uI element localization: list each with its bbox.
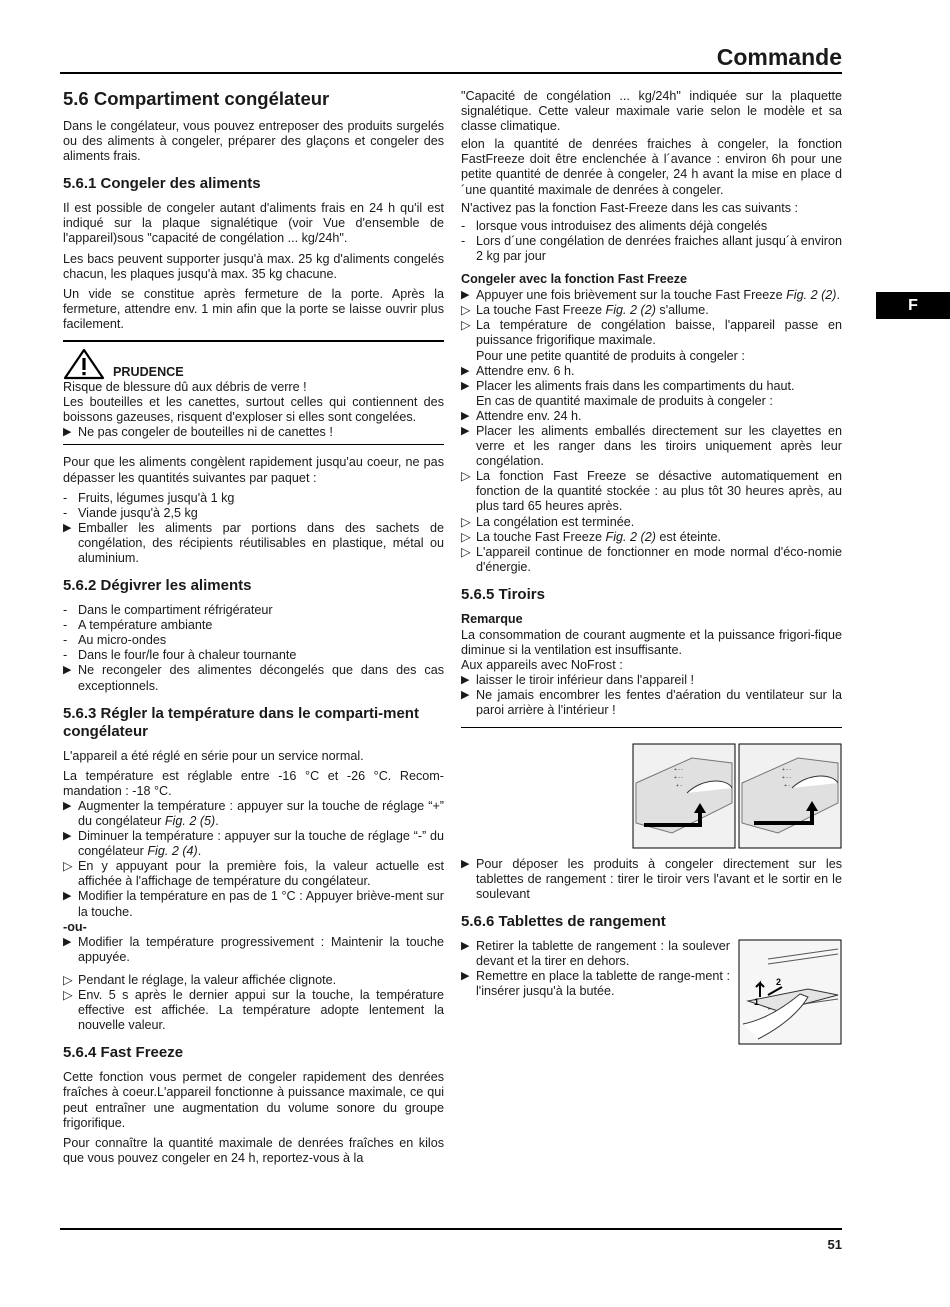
action-arrow-icon: ▶ xyxy=(63,664,72,677)
shelf-block xyxy=(461,939,842,1045)
page-header-title: Commande xyxy=(716,44,842,70)
svg-text:+ - -: + - - xyxy=(674,774,684,781)
caution-text: Risque de blessure dû aux débris de verre ! xyxy=(63,380,307,395)
result-triangle-icon: ▷ xyxy=(461,529,471,544)
list-item: ▶ Appuyer une fois brièvement sur la touche Fast Freeze Fig. 2 (2). xyxy=(461,288,840,303)
svg-text:+ -: + - xyxy=(676,782,682,789)
list-item: ▷ La fonction Fast Freeze se désactive automatiquement en fonction de la quantité stockée : au plus tôt 30 heures après, au plus tard 65 heures après. xyxy=(461,469,842,514)
list-item: - Viande jusqu'à 2,5 kg xyxy=(63,505,198,520)
action-arrow-icon: ▶ xyxy=(461,689,470,702)
figure-label: 2 xyxy=(776,976,782,987)
dash-bullet-icon: - xyxy=(461,218,466,233)
action-arrow-icon: ▶ xyxy=(461,857,470,870)
result-triangle-icon: ▷ xyxy=(63,972,73,987)
paragraph: Un vide se constitue après fermeture de la porte. Après la fermeture, attendre env. 1 min afin que la porte se laisse ouvrir plus facilement. xyxy=(63,286,444,331)
list-item: ▶ Modifier la température en pas de 1 °C : Appuyer briève-ment sur la touche. xyxy=(63,889,444,919)
action-arrow-icon: ▶ xyxy=(461,939,470,952)
action-arrow-icon: ▶ xyxy=(461,364,470,377)
right-column xyxy=(461,89,842,1045)
list-item: ▶ Diminuer la température : appuyer sur la touche de réglage “-” du congélateur Fig. 2 (4). xyxy=(63,829,444,859)
dash-bullet-icon: - xyxy=(63,603,68,618)
list-item: ▶ Remettre en place la tablette de range-ment : l'insérer jusqu'à la butée. xyxy=(461,969,730,999)
fast-freeze-subheading: Congeler avec la fonction Fast Freeze xyxy=(461,272,688,287)
list-item: ▷ La congélation est terminée. xyxy=(461,514,635,529)
dash-bullet-icon: - xyxy=(63,648,68,663)
list-item: - Lors d´une congélation de denrées fraiches allant jusqu´à environ 2 kg par jour xyxy=(461,233,842,263)
action-arrow-icon: ▶ xyxy=(461,674,470,687)
header-rule xyxy=(60,72,842,74)
paragraph: La température est réglable entre -16 °C et -26 °C. Recom-mandation : -18 °C. xyxy=(63,768,444,798)
svg-text:+ - -: + - - xyxy=(782,766,792,773)
caution-header xyxy=(63,348,444,380)
dash-bullet-icon: - xyxy=(63,633,68,648)
list-item: ▶ Modifier la température progressivement : Maintenir la touche appuyée. xyxy=(63,934,444,964)
paragraph: Les bacs peuvent supporter jusqu'à max. 25 kg d'aliments congelés chacun, les plaques jusqu'à max. 35 kg chacune. xyxy=(63,251,444,281)
list-item: ▷ La touche Fast Freeze Fig. 2 (2) est éteinte. xyxy=(461,529,722,544)
paragraph: La consommation de courant augmente et la puissance frigori-fique diminue si la ventilation est insuffisante. xyxy=(461,628,842,658)
action-arrow-icon: ▶ xyxy=(63,799,72,812)
list-item: ▶ Placer les aliments emballés directement sur les clayettes en verre et les ranger dans les tiroirs uniquement après leur congélation. xyxy=(461,423,842,469)
dash-bullet-icon: - xyxy=(461,233,466,248)
list-item: ▷ Pendant le réglage, la valeur affichée clignote. xyxy=(63,972,337,987)
list-item: ▶ Pour déposer les produits à congeler directement sur les tablettes de rangement : tirer le tiroir vers l'avant et le sortir en le soulevant xyxy=(461,856,842,901)
paragraph: Cette fonction vous permet de congeler rapidement des denrées fraîches à coeur.L'appareil fonctionne à puissance maximale, ce qui peut entraîner une augmentation du volume sonore du groupe frigorifique. xyxy=(63,1070,444,1130)
list-item: ▶ Placer les aliments frais dans les compartiments du haut. xyxy=(461,378,795,393)
list-item: ▶ Augmenter la température : appuyer sur la touche de réglage “+” du congélateur Fig. 2 (5). xyxy=(63,798,444,828)
paragraph: Pour une petite quantité de produits à congeler : xyxy=(476,348,745,363)
section-5-6-6-title: 5.6.6 Tablettes de rangement xyxy=(461,912,666,930)
dash-bullet-icon: - xyxy=(63,490,68,505)
section-5-6-1-title: 5.6.1 Congeler des aliments xyxy=(63,175,261,193)
list-item: ▶ Attendre env. 24 h. xyxy=(461,408,582,423)
list-item: ▶ Ne recongeler des alimentes décongelés que dans des cas exceptionnels. xyxy=(63,663,444,693)
list-item: ▷ L'appareil continue de fonctionner en mode normal d'éco-nomie d'énergie. xyxy=(461,544,842,574)
caution-box xyxy=(63,340,444,445)
paragraph: elon la quantité de denrées fraiches à congeler, la fonction FastFreeze doit être enclenchée à l´avance : environ 6h pour une petite quantité de denrée à congeler, 24 h avant la mise en place d´une quantité maximale de denrées à congeler. xyxy=(461,137,842,197)
drawer-figure xyxy=(461,743,842,849)
paragraph: "Capacité de congélation ... kg/24h" indiquée sur la plaquette signalétique. Cette valeur maximale varie selon le modèle et sa classe climatique. xyxy=(461,89,842,134)
shelf-removal-illustration xyxy=(738,939,842,1045)
list-item: - Dans le compartiment réfrigérateur xyxy=(63,603,273,618)
list-item: ▶ laisser le tiroir inférieur dans l'appareil ! xyxy=(461,673,694,688)
drawer-removal-illustration xyxy=(632,743,842,849)
list-item: ▶ Attendre env. 6 h. xyxy=(461,363,575,378)
page-number: 51 xyxy=(827,1237,842,1252)
footer-rule xyxy=(60,1228,842,1230)
svg-text:+ - -: + - - xyxy=(674,766,684,773)
caution-text: Les bouteilles et les canettes, surtout celles qui contiennent des boissons gazeuses, risquent d'exploser si elles sont congelées. xyxy=(63,395,444,425)
left-column xyxy=(63,88,444,1171)
list-item: ▶ Ne pas congeler de bouteilles ni de canettes ! xyxy=(63,425,333,440)
section-5-6-4-title: 5.6.4 Fast Freeze xyxy=(63,1044,184,1062)
caution-title: PRUDENCE xyxy=(113,364,184,379)
section-5-6-2-title: 5.6.2 Dégivrer les aliments xyxy=(63,577,252,595)
svg-text:+ -: + - xyxy=(784,782,790,789)
paragraph: Dans le congélateur, vous pouvez entreposer des produits surgelés ou des aliments à congeler, préparer des glaçons et congeler des aliments frais. xyxy=(63,119,444,164)
action-arrow-icon: ▶ xyxy=(461,409,470,422)
action-arrow-icon: ▶ xyxy=(63,935,72,948)
result-triangle-icon: ▷ xyxy=(461,469,471,484)
action-arrow-icon: ▶ xyxy=(63,890,72,903)
section-5-6-5-title: 5.6.5 Tiroirs xyxy=(461,585,545,603)
list-item: ▷ La touche Fast Freeze Fig. 2 (2) s'allume. xyxy=(461,303,709,318)
list-item: ▷ La température de congélation baisse, l'appareil passe en puissance frigorifique maximale. xyxy=(461,318,842,348)
list-item: - Fruits, légumes jusqu'à 1 kg xyxy=(63,490,235,505)
result-triangle-icon: ▷ xyxy=(461,318,471,333)
dash-bullet-icon: - xyxy=(63,505,68,520)
list-item: - Dans le four/le four à chaleur tournante xyxy=(63,648,297,663)
language-tab: F xyxy=(876,292,950,319)
paragraph: Il est possible de congeler autant d'aliments frais en 24 h qu'il est indiqué sur la plaque signalétique (voir Vue d'ensemble de l'appareil)sous "capacité de congélation ... kg/24h". xyxy=(63,201,444,246)
action-arrow-icon: ▶ xyxy=(461,970,470,983)
figure-label: 1 xyxy=(754,996,760,1007)
list-item: ▷ En y appuyant pour la première fois, la valeur actuelle est affichée à l'affichage de température du congélateur. xyxy=(63,859,444,889)
list-item: ▶ Retirer la tablette de rangement : la soulever devant et la tirer en dehors. xyxy=(461,938,730,968)
or-separator: -ou- xyxy=(63,919,87,934)
result-triangle-icon: ▷ xyxy=(63,988,73,1003)
result-triangle-icon: ▷ xyxy=(461,514,471,529)
paragraph: Pour connaître la quantité maximale de denrées fraîches en kilos que vous pouvez congeler en 24 h, reportez-vous à la xyxy=(63,1135,444,1165)
result-triangle-icon: ▷ xyxy=(461,303,471,318)
list-item: ▷ Env. 5 s après le dernier appui sur la touche, la température effective est affichée. La température adopte lentement la nouvelle valeur. xyxy=(63,988,444,1033)
list-item: - Au micro-ondes xyxy=(63,633,167,648)
paragraph: En cas de quantité maximale de produits à congeler : xyxy=(476,393,773,408)
paragraph: Aux appareils avec NoFrost : xyxy=(461,658,623,673)
action-arrow-icon: ▶ xyxy=(461,424,470,437)
list-item: ▶ Emballer les aliments par portions dans des sachets de congélation, des récipients réutilisables en plastique, métal ou aluminium. xyxy=(63,520,444,565)
section-5-6-3-title: 5.6.3 Régler la température dans le comparti-ment congélateur xyxy=(63,704,419,740)
note-heading: Remarque xyxy=(461,611,523,626)
action-arrow-icon: ▶ xyxy=(461,379,470,392)
paragraph: N'activez pas la fonction Fast-Freeze dans les cas suivants : xyxy=(461,200,798,215)
dash-bullet-icon: - xyxy=(63,618,68,633)
action-arrow-icon: ▶ xyxy=(63,830,72,843)
action-arrow-icon: ▶ xyxy=(461,289,470,302)
warning-triangle-icon xyxy=(63,348,105,380)
action-arrow-icon: ▶ xyxy=(63,521,72,534)
result-triangle-icon: ▷ xyxy=(461,544,471,559)
list-item: ▶ Ne jamais encombrer les fentes d'aération du ventilateur sur la paroi arrière à l'intérieur ! xyxy=(461,688,842,718)
list-item: - A température ambiante xyxy=(63,618,213,633)
paragraph: Pour que les aliments congèlent rapidement jusqu'au coeur, ne pas dépasser les quantités suivantes par paquet : xyxy=(63,455,444,485)
note-rule xyxy=(461,727,842,728)
paragraph: L'appareil a été réglé en série pour un service normal. xyxy=(63,748,364,763)
action-arrow-icon: ▶ xyxy=(63,426,72,439)
result-triangle-icon: ▷ xyxy=(63,859,73,874)
svg-text:+ - -: + - - xyxy=(782,774,792,781)
section-5-6-title: 5.6 Compartiment congélateur xyxy=(63,88,330,109)
list-item: - lorsque vous introduisez des aliments déjà congelés xyxy=(461,218,768,233)
